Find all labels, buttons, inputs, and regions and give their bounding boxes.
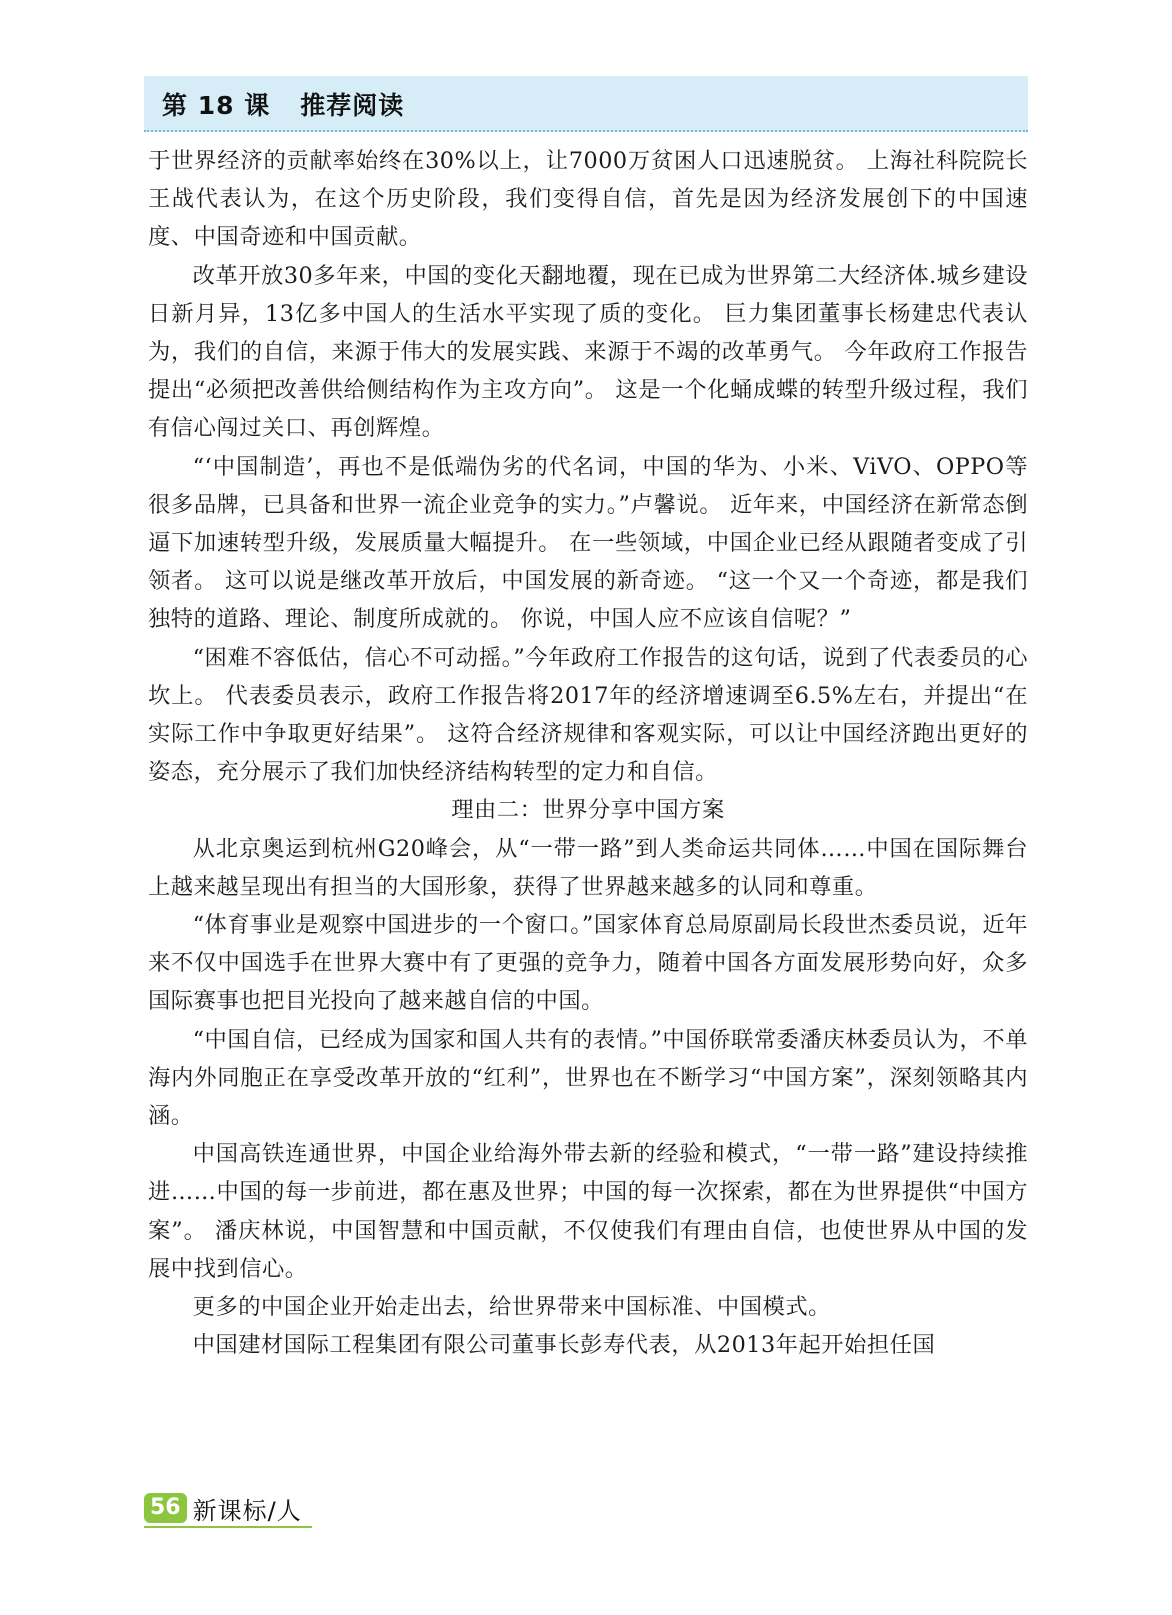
paragraph-6: “体育事业是观察中国进步的一个窗口。”国家体育总局原副局长段世杰委员说，近年来不仅中国选手在世界大赛中有了更强的竞争力，随着中国各方面发展形势向好，众多国际赛事也把目光投向了越来越自信的中国。: [148, 912, 1028, 1015]
paragraph-3: “‘中国制造’，再也不是低端伪劣的代名词，中国的华为、小米、ViVO、OPPO等很多品牌，已具备和世界一流企业竞争的实力。”卢馨说。 近年来，中国经济在新常态倒逼下加速转型升级，发展质量大幅提升。 在一些领域，中国企业已经从跟随者变成了引领者。 这可以说是继改革开放后，中国发展的新奇迹。 “这一个又一个奇迹，都是我们独特的道路、理论、制度所成就的。 你说，中国人应不应该自信呢？”: [148, 453, 1028, 633]
paragraph-2: 改革开放30多年来，中国的变化天翻地覆，现在已成为世界第二大经济体.城乡建设日新月异，13亿多中国人的生活水平实现了质的变化。 巨力集团董事长杨建忠代表认为，我们的自信，来源于伟大的发展实践、来源于不竭的改革勇气。 今年政府工作报告提出“必须把改善供给侧结构作为主攻方向”。 这是一个化蛹成蝶的转型升级过程，我们有信心闯过关口、再创辉煌。: [148, 262, 1028, 442]
paragraph-9: 更多的中国企业开始走出去，给世界带来中国标准、中国模式。: [192, 1294, 831, 1321]
article-body: [148, 142, 1028, 1365]
page-footer: [144, 1490, 312, 1528]
paragraph-10: 中国建材国际工程集团有限公司董事长彭寿代表，从2013年起开始担任国: [192, 1332, 936, 1359]
paragraph-7: “中国自信，已经成为国家和国人共有的表情。”中国侨联常委潘庆林委员认为，不单海内外同胞正在享受改革开放的“红利”，世界也在不断学习“中国方案”，深刻领略其内涵。: [148, 1026, 1028, 1130]
paragraph-8: 中国高铁连通世界，中国企业给海外带去新的经验和模式，“一带一路”建设持续推进……中国的每一步前进，都在惠及世界；中国的每一次探索，都在为世界提供“中国方案”。 潘庆林说，中国智慧和中国贡献，不仅使我们有理由自信，也使世界从中国的发展中找到信心。: [148, 1141, 1028, 1282]
lesson-title: [162, 86, 404, 122]
page-number-badge: 56: [144, 1493, 187, 1523]
lesson-number: 第 18 课: [162, 91, 271, 120]
section-heading: 理由二：世界分享中国方案: [451, 797, 725, 824]
footer-series-label: 新课标/人: [192, 1496, 302, 1525]
paragraph-1: 于世界经济的贡献率始终在30%以上，让7000万贫困人口迅速脱贫。 上海社科院院长王战代表认为，在这个历史阶段，我们变得自信，首先是因为经济发展创下的中国速度、中国奇迹和中国贡献。: [148, 148, 1029, 251]
lesson-header: [144, 76, 1028, 132]
paragraph-5: 从北京奥运到杭州G20峰会，从“一带一路”到人类命运共同体……中国在国际舞台上越来越呈现出有担当的大国形象，获得了世界越来越多的认同和尊重。: [148, 835, 1028, 900]
paragraph-4: “困难不容低估，信心不可动摇。”今年政府工作报告的这句话，说到了代表委员的心坎上。 代表委员表示，政府工作报告将2017年的经济增速调至6.5%左右，并提出“在实际工作中争取更好结果”。 这符合经济规律和客观实际，可以让中国经济跑出更好的姿态，充分展示了我们加快经济结构转型的定力和自信。: [148, 644, 1028, 786]
lesson-subtitle: 推荐阅读: [300, 91, 405, 120]
